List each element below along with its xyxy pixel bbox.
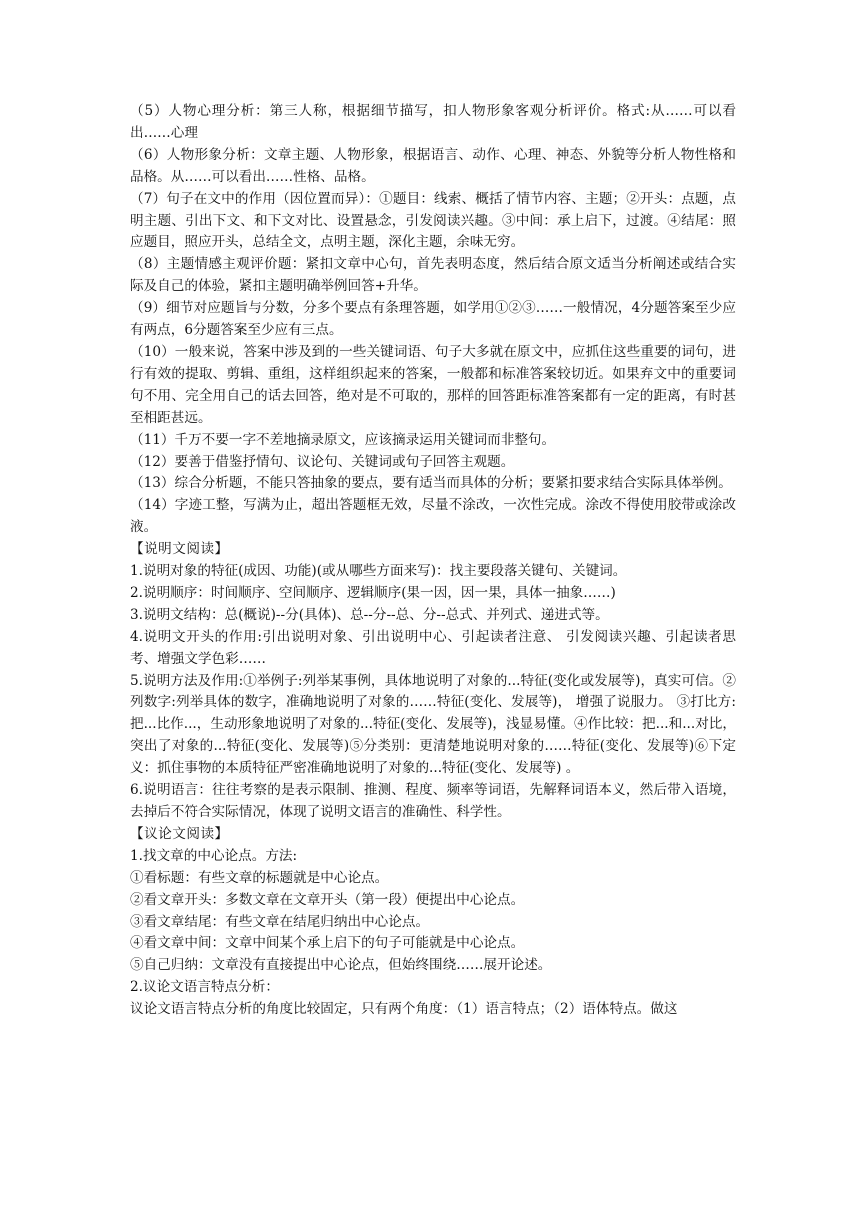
expository-item-5: 5.说明方法及作用:①举例子:列举某事例，具体地说明了对象的...特征(变化或发展等)，真实可信。②列数字:列举具体的数字，准确地说明了对象的……特征(变化、发展等)， 增强了说服力。 ③打比方:把...比作...，生动形象地说明了对象的...特征(变化、发展等)，浅显易懂。④作比较：把...和...对比，突出了对象的...特征(变化、发展等)⑤分类别：更清楚地说明对象的……特征(变化、发展等)⑥下定义：抓住事物的本质特征严密准确地说明了对象的...特征(变化、发展等) 。 <box>130 672 736 777</box>
argumentative-method-4: ④看文章中间：文章中间某个承上启下的句子可能就是中心论点。 <box>130 935 525 952</box>
argumentative-method-5: ⑤自己归纳：文章没有直接提出中心论点，但始终围绕……展开论述。 <box>130 957 552 974</box>
argumentative-item-1: 1.找文章的中心论点。方法: <box>130 847 298 864</box>
argumentative-method-3: ③看文章结尾：有些文章在结尾归纳出中心论点。 <box>130 913 430 930</box>
expository-item-1: 1.说明对象的特征(成因、功能)(或从哪些方面来写)：找主要段落关键句、关键词。 <box>130 563 627 580</box>
paragraph-5-character-psychology: （5）人物心理分析：第三人称，根据细节描写，扣人物形象客观分析评价。格式:从……可以看出……心理 <box>130 103 736 141</box>
paragraph-7-sentence-function: （7）句子在文中的作用（因位置而异）：①题目：线索、概括了情节内容、主题；②开头：点题，点明主题、引出下文、和下文对比、设置悬念，引发阅读兴趣。③中间：承上启下，过渡。④结尾：照应题目，照应开头，总结全文，点明主题，深化主题，余味无穷。 <box>130 190 736 251</box>
paragraph-8-theme-evaluation: （8）主题情感主观评价题：紧扣文章中心句，首先表明态度，然后结合原文适当分析阐述或结合实际及自己的体验，紧扣主题明确举例回答+升华。 <box>130 256 736 295</box>
document-page <box>130 101 736 1021</box>
section-heading-expository: 【说明文阅读】 <box>130 541 229 558</box>
section-heading-argumentative: 【议论文阅读】 <box>130 825 229 842</box>
paragraph-6-character-image: （6）人物形象分析：文章主题、人物形象，根据语言、动作、心理、神态、外貌等分析人物性格和品格。从……可以看出……性格、品格。 <box>130 146 736 185</box>
paragraph-12: （12）要善于借鉴抒情句、议论句、关键词或句子回答主观题。 <box>130 453 515 470</box>
paragraph-13: （13）综合分析题，不能只答抽象的要点，要有适当而具体的分析；要紧扣要求结合实际具体举例。 <box>130 475 732 492</box>
paragraph-10-keywords: （10）一般来说，答案中涉及到的一些关键词语、句子大多就在原文中，应抓住这些重要的词句，进行有效的提取、剪辑、重组，这样组织起来的答案，一般都和标准答案较切近。如果弃文中的重要词句不用、完全用自己的话去回答，绝对是不可取的，那样的回答距标准答案都有一定的距离，有时甚至相距甚远。 <box>130 343 736 426</box>
paragraph-14: （14）字迹工整，写满为止，超出答题框无效，尽量不涂改，一次性完成。涂改不得使用胶带或涂改液。 <box>130 497 736 536</box>
paragraph-11: （11）千万不要一字不差地摘录原文，应该摘录运用关键词而非整句。 <box>130 431 556 448</box>
paragraph-9-points-and-scores: （9）细节对应题旨与分数，分多个要点有条理答题，如学用①②③……一般情况，4分题答案至少应有两点，6分题答案至少应有三点。 <box>130 300 736 339</box>
argumentative-method-1: ①看标题：有些文章的标题就是中心论点。 <box>130 869 389 886</box>
expository-item-3: 3.说明文结构：总(概说)--分(具体)、总--分--总、分--总式、并列式、递进式等。 <box>130 606 609 623</box>
argumentative-language-text: 议论文语言特点分析的角度比较固定，只有两个角度：（1）语言特点；（2）语体特点。做这 <box>130 1001 678 1018</box>
argumentative-method-2: ②看文章开头：多数文章在文章开头（第一段）便提出中心论点。 <box>130 891 525 908</box>
argumentative-item-2: 2.议论文语言特点分析： <box>130 979 279 996</box>
expository-item-6: 6.说明语言：往往考察的是表示限制、推测、程度、频率等词语，先解释词语本义，然后带入语境，去掉后不符合实际情况，体现了说明文语言的准确性、科学性。 <box>130 782 736 820</box>
expository-item-4: 4.说明文开头的作用:引出说明对象、引出说明中心、引起读者注意、 引发阅读兴趣、引起读者思考、增强文学色彩…… <box>130 628 736 667</box>
expository-item-2: 2.说明顺序：时间顺序、空间顺序、逻辑顺序(果一因，因一果，具体一抽象……) <box>130 584 616 601</box>
